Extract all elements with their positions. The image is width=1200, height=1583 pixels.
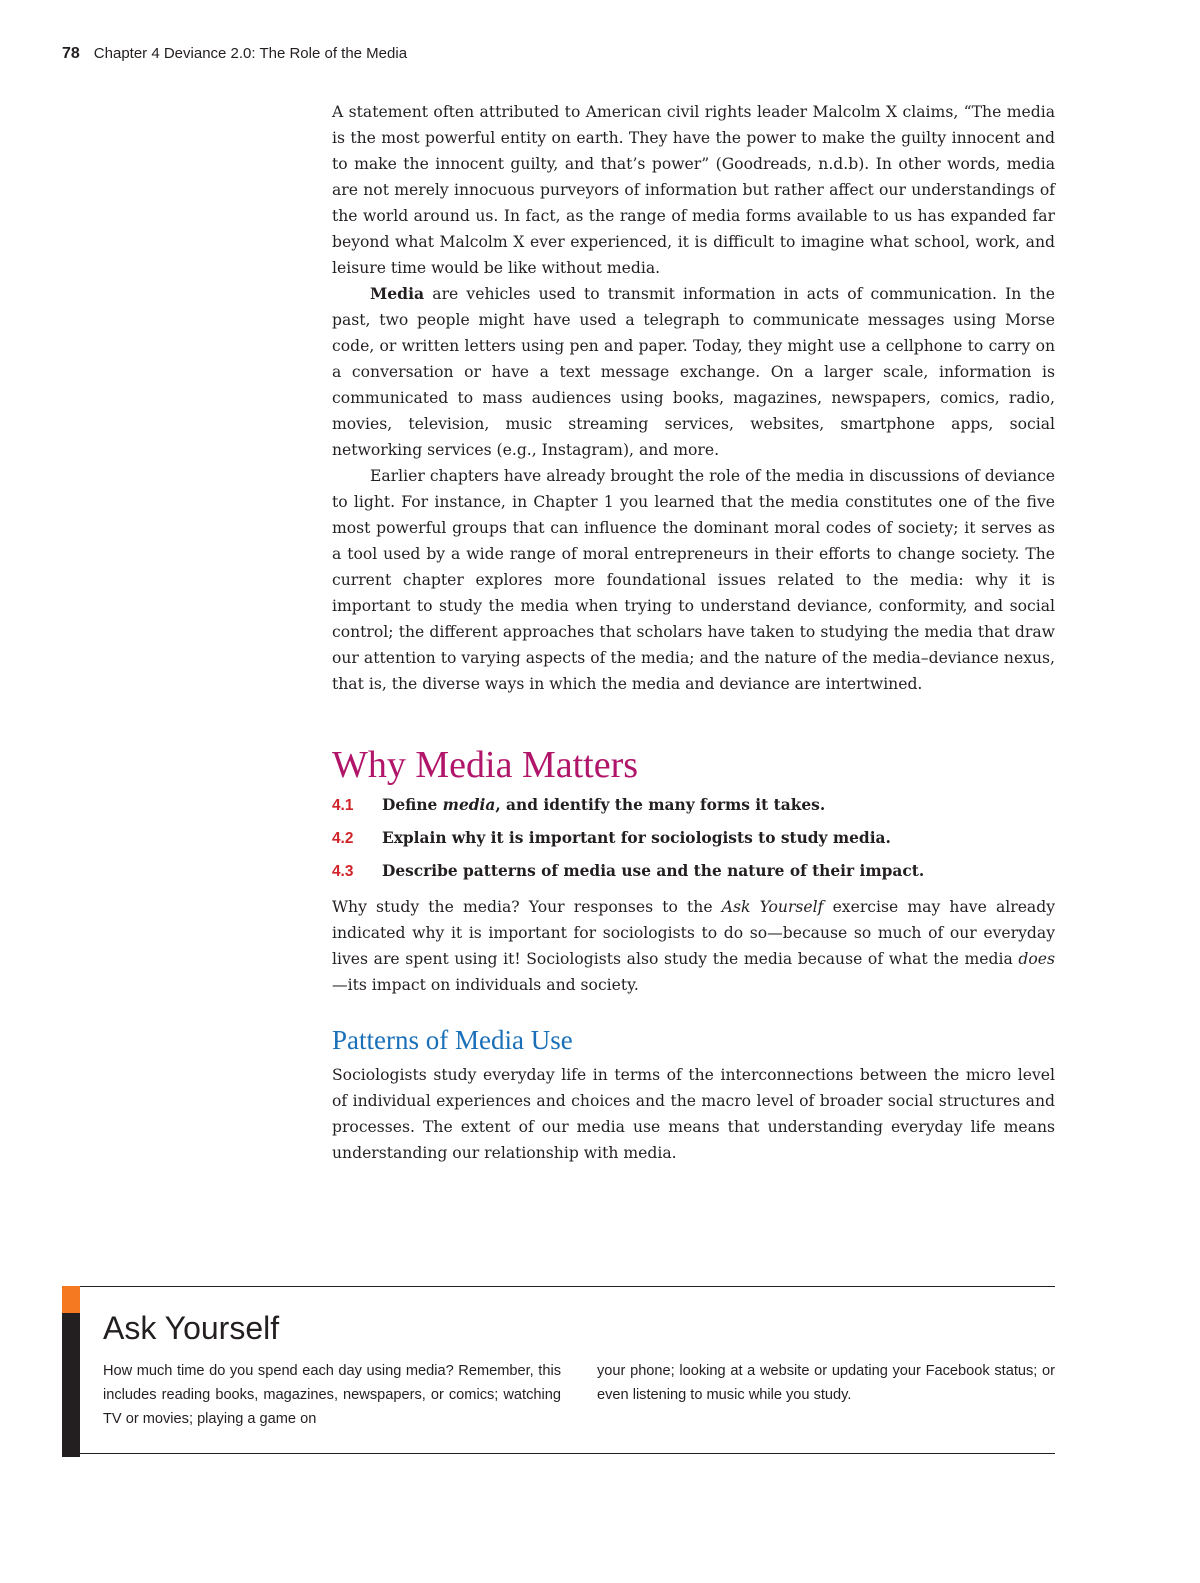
ask-yourself-column-2: your phone; looking at a website or updating your Facebook status; or even listening to music while you study. bbox=[597, 1363, 1055, 1403]
subsection-heading: Patterns of Media Use bbox=[332, 1025, 573, 1055]
ask-yourself-title: Ask Yourself bbox=[103, 1310, 280, 1346]
box-accent-bar-orange bbox=[62, 1286, 80, 1313]
italic-does: does bbox=[1018, 950, 1055, 968]
intro-paragraph-1: A statement often attributed to American civil rights leader Malcolm X claims, “The media is the most powerful entity on earth. They have the power to make the guilty innocent and to make the innocent guilty, and that’s power” (Goodreads, n.d.b). In other words, media are not merely innocuous purveyors of information but rather affect our understandings of the world around us. In fact, as the range of media forms available to us has expanded far beyond what Malcolm X ever experienced, it is difficult to imagine what school, work, and leisure time would be like without media. bbox=[332, 103, 1055, 277]
ask-yourself-box bbox=[62, 1286, 1055, 1457]
section-heading: Why Media Matters bbox=[332, 744, 639, 786]
box-bottom-rule bbox=[80, 1453, 1055, 1454]
ask-yourself-column-1: How much time do you spend each day using media? Remember, this includes reading books, magazines, newspapers, or comics; watching TV or movies; playing a game on bbox=[103, 1363, 561, 1427]
objective-italic-term: media bbox=[442, 796, 496, 814]
objective-text: Explain why it is important for sociologists to study media. bbox=[382, 829, 891, 847]
objective-item bbox=[332, 828, 1055, 849]
subsection-body-paragraph: Sociologists study everyday life in terms of the interconnections between the micro level of individual experiences and choices and the macro level of broader social structures and processes. The extent of our media use means that understanding everyday life means understanding our relationship with media. bbox=[332, 1066, 1055, 1162]
objective-item bbox=[332, 861, 1055, 882]
objective-number: 4.1 bbox=[332, 797, 354, 814]
key-term-media: Media bbox=[370, 284, 425, 303]
main-text-column bbox=[332, 99, 1055, 1166]
objective-text: Describe patterns of media use and the nature of their impact. bbox=[382, 862, 925, 880]
box-accent-bar-black bbox=[62, 1313, 80, 1457]
intro-paragraph-3: Earlier chapters have already brought the role of the media in discussions of deviance to light. For instance, in Chapter 1 you learned that the media constitutes one of the five most powerful groups that can influence the dominant moral codes of society; it serves as a tool used by a wide range of moral entrepreneurs in their efforts to change society. The current chapter explores more foundational issues related to the media: why it is important to study the media when trying to understand deviance, conformity, and social control; the different approaches that scholars have taken to studying the media that draw our attention to varying aspects of the media; and the nature of the media–deviance nexus, that is, the diverse ways in which the media and deviance are intertwined. bbox=[332, 467, 1055, 693]
italic-ask-yourself: Ask Yourself bbox=[721, 898, 824, 916]
objective-number: 4.3 bbox=[332, 863, 354, 880]
chapter-title: Chapter 4 Deviance 2.0: The Role of the Media bbox=[93, 45, 408, 62]
intro-paragraph-2 bbox=[332, 281, 1055, 463]
intro-paragraph-2-text: are vehicles used to transmit information in acts of communication. In the past, two people might have used a telegraph to communicate messages using Morse code, or written letters using pen and paper. Today, they might use a cellphone to carry on a conversation or have a text message exchange. On a larger scale, information is communicated to mass audiences using books, magazines, newspapers, comics, radio, movies, television, music streaming services, websites, smartphone apps, social networking services (e.g., Instagram), and more. bbox=[332, 285, 1055, 459]
ask-yourself-columns bbox=[103, 1359, 1055, 1431]
objective-text: Define media, and identify the many forms it takes. bbox=[382, 796, 826, 814]
running-head bbox=[62, 45, 407, 63]
box-top-rule bbox=[80, 1286, 1055, 1287]
objective-item bbox=[332, 795, 1055, 816]
section-body-paragraph: Why study the media? Your responses to the Ask Yourself exercise may have already indicated why it is important for sociologists to do so—because so much of our everyday lives are spent using it! Sociologists also study the media because of what the media does—its impact on individuals and society. bbox=[332, 898, 1056, 994]
learning-objectives bbox=[332, 795, 1055, 882]
objective-number: 4.2 bbox=[332, 830, 354, 847]
page-number: 78 bbox=[62, 45, 80, 62]
